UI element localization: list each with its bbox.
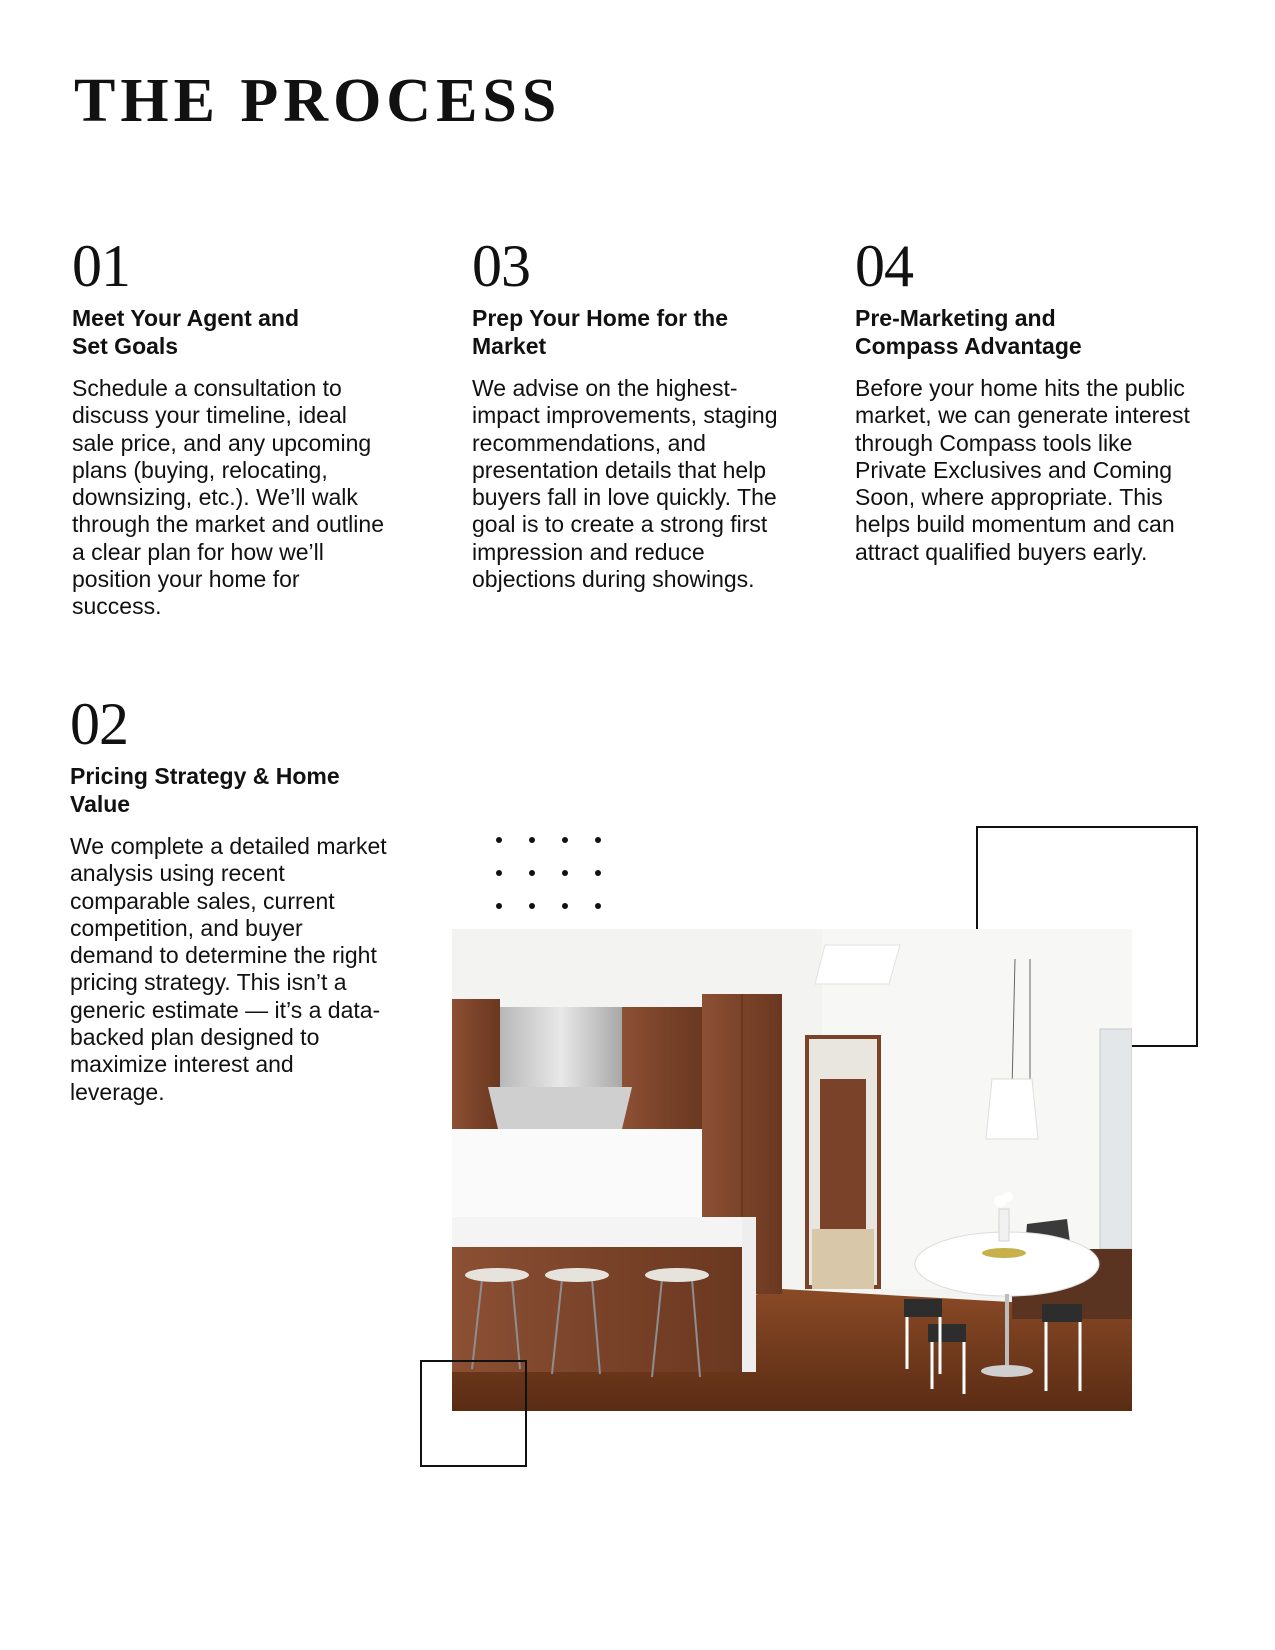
step-heading-line2: Value (70, 791, 131, 817)
step-03 (472, 233, 802, 593)
step-heading (472, 304, 802, 360)
step-number: 02 (70, 691, 128, 757)
step-heading-line1: Pricing Strategy & Home (70, 763, 340, 789)
step-heading-line2: Market (472, 333, 547, 359)
step-number: 04 (855, 233, 913, 299)
step-body: We complete a detailed market analysis using recent comparable sales, current competition, and buyer demand to determine the right pricing strategy. This isn’t a generic estimate — it’s a data-backed plan designed to maximize interest and leverage. (70, 833, 387, 1105)
step-heading-line2: Set Goals (72, 333, 179, 359)
step-body: Before your home hits the public market, we can generate interest through Compass tools like Private Exclusives and Coming Soon, where appropriate. This helps build momentum and can attract qualified buyers early. (855, 375, 1190, 565)
decorative-frame-small (420, 1360, 527, 1467)
step-heading-line1: Meet Your Agent and (72, 305, 300, 331)
step-number: 01 (72, 233, 130, 299)
step-body: Schedule a consultation to discuss your timeline, ideal sale price, and any upcoming plans (buying, relocating, downsizing, etc.). We’ll walk through the market and outline a clear plan for how we’ll position your home for success. (72, 375, 384, 620)
step-heading (70, 762, 390, 818)
page-title: THE PROCESS (74, 67, 562, 135)
step-01 (72, 233, 392, 621)
step-number: 03 (472, 233, 530, 299)
step-heading-line1: Pre-Marketing and (855, 305, 1056, 331)
step-body: We advise on the highest-impact improvements, staging recommendations, and presentation details that help buyers fall in love quickly. The goal is to create a strong first impression and reduce objections during showings. (472, 375, 778, 593)
step-heading-line2: Compass Advantage (855, 333, 1082, 359)
step-heading (72, 304, 392, 360)
step-heading (855, 304, 1200, 360)
kitchen-photo (452, 929, 1132, 1411)
step-04 (855, 233, 1200, 566)
step-02 (70, 691, 390, 1106)
step-heading-line1: Prep Your Home for the (472, 305, 729, 331)
